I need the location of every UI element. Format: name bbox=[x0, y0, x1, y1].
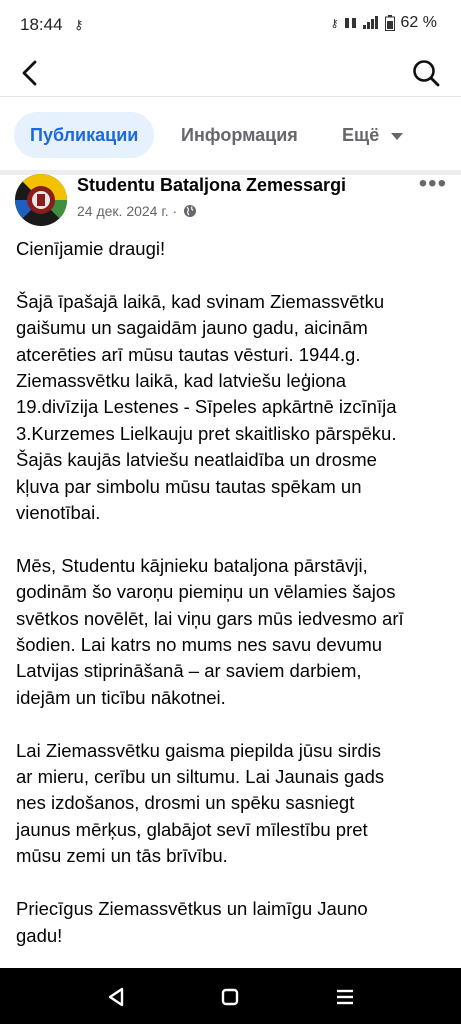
key-icon: ⚷ bbox=[330, 17, 339, 30]
battery-icon bbox=[385, 15, 395, 31]
post-paragraph: Priecīgus Ziemassvētkus un laimīgu Jauno gadu! bbox=[16, 898, 368, 946]
post-paragraph: Lai Ziemassvētku gaisma piepilda jūsu sirdis ar mieru, cerību un siltumu. Lai Jaunais gads nes izdošanos, drosmi un spēku sasniegt jaunus mērķus, glabājot sevī mīlestību pret mūsu zemi un tās brīvību. bbox=[16, 739, 385, 867]
post-paragraph: Šajā īpašajā laikā, kad svinam Ziemassvētku gaišumu un sagaidām jauno gadu, aicinām atcerēties arī mūsu tautas vēsturi. 1944.g. Ziemassvētku laikā, kad latviešu leģiona 19.divīzija Lestenes - Sīpeles apkārtnē izcīnīja 3.Kurzemes Lielkauju pret skaitlisko pārspēku. Šajās kaujās latviešu neatlaidība un drosme kļuva par simbolu mūsu tautas spēkam un vienotībai. bbox=[16, 290, 397, 524]
tab-information[interactable]: Информация bbox=[181, 125, 298, 145]
top-app-bar bbox=[0, 50, 461, 97]
post-paragraph: Cienījamie draugi! bbox=[16, 238, 166, 259]
tab-publications[interactable]: Публикации bbox=[14, 112, 154, 158]
post-body bbox=[16, 236, 448, 975]
chevron-left-icon[interactable] bbox=[14, 56, 48, 90]
home-square-icon[interactable] bbox=[215, 982, 245, 1012]
globe-icon bbox=[183, 204, 197, 218]
recents-menu-icon[interactable] bbox=[330, 982, 360, 1012]
post-date[interactable]: 24 дек. 2024 г. · bbox=[77, 203, 178, 219]
battery-level: 62 % bbox=[400, 14, 437, 31]
post-author[interactable]: Studentu Bataljona Zemessargi bbox=[77, 175, 347, 195]
avatar[interactable] bbox=[15, 174, 67, 226]
vpn-key-icon: ⚷ bbox=[74, 17, 84, 32]
tab-more-label: Ещё bbox=[342, 125, 380, 145]
tab-more[interactable] bbox=[342, 112, 403, 158]
post-paragraph: Mēs, Studentu kājnieku bataljona pārstāvji, godinām šo varoņu piemiņu un vēlamies šajos svētkos novēlēt, lai viņu gars mūs iedvesmo arī šodien. Lai katrs no mums nes savu devumu Latvijas stiprināšanā – ar saviem darbiem, idejām un ticību nākotnei. bbox=[16, 554, 404, 708]
post-meta bbox=[77, 203, 197, 219]
signal-icon bbox=[345, 16, 379, 30]
system-nav-bar bbox=[0, 968, 461, 1024]
status-indicators bbox=[330, 14, 437, 32]
back-triangle-icon[interactable] bbox=[101, 982, 131, 1012]
page-tabs bbox=[0, 112, 461, 160]
caret-down-icon bbox=[391, 133, 403, 140]
status-bar bbox=[0, 0, 461, 50]
more-dots-icon[interactable]: ••• bbox=[418, 170, 447, 197]
search-icon[interactable] bbox=[409, 56, 443, 90]
status-time: 18:44 bbox=[20, 15, 63, 34]
